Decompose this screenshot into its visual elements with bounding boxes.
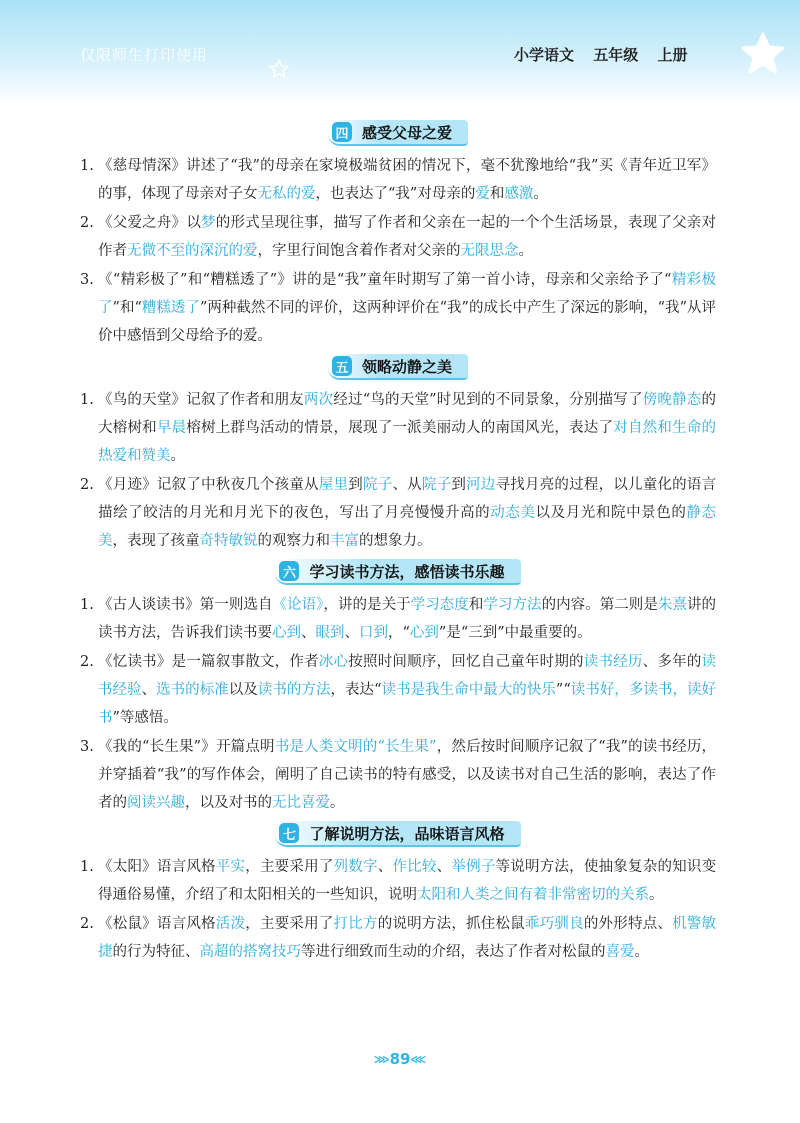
section-title: 学习读书方法，感悟读书乐趣 xyxy=(309,562,505,581)
page-number-value: 89 xyxy=(389,1050,411,1068)
text-run: 寻找月亮的过程，以儿童化的语言描绘了皎洁的月光和月光下的夜色，写出了月亮慢慢升高的 xyxy=(98,477,717,521)
text-run: 。 xyxy=(634,944,649,960)
answer-highlight: 书是人类文明的“长生果” xyxy=(274,739,437,755)
item-text xyxy=(98,910,716,966)
text-run: 的外形特点、 xyxy=(583,916,673,932)
text-run: ”“ xyxy=(555,682,571,698)
text-run: 和 xyxy=(489,186,505,202)
section-heading xyxy=(80,821,716,847)
answer-highlight: 太阳和人类之间有着非常密切的关系 xyxy=(417,887,649,903)
answer-highlight: 心到 xyxy=(272,625,301,641)
text-run: 的想象力。 xyxy=(359,533,432,549)
star-decoration-icon xyxy=(738,30,788,80)
item-index: 1. xyxy=(80,859,94,875)
answer-highlight: 院子 xyxy=(362,477,393,493)
text-run: 到 xyxy=(348,477,363,493)
watermark: 仅限师生打印使用 xyxy=(80,46,209,64)
text-run: 、从 xyxy=(392,477,422,493)
text-run: 《“精彩极了”和“糟糕透了”》讲的是“我”童年时期写了第一首小诗，母亲和父亲给予了“ xyxy=(98,272,672,288)
text-run: ，也表达了“我”对母亲的 xyxy=(315,186,476,202)
list-item xyxy=(80,591,716,647)
section-title-pill xyxy=(328,120,468,146)
section xyxy=(80,354,716,555)
item-index: 2. xyxy=(80,916,94,932)
subject-label: 小学语文 xyxy=(514,46,575,64)
answer-highlight: 读书经验 xyxy=(98,654,717,698)
text-run: 《忆读书》是一篇叙事散文，作者 xyxy=(98,654,319,670)
answer-highlight: 《论语》 xyxy=(272,597,324,613)
page-number-right-deco: ⋘ xyxy=(410,1053,427,1066)
answer-highlight: 平实 xyxy=(215,859,246,875)
text-run: 的内容。第二则是 xyxy=(541,597,658,613)
text-run: 、 xyxy=(141,682,157,698)
list-item xyxy=(80,209,716,265)
list-item xyxy=(80,152,716,208)
section-title-pill xyxy=(275,821,520,847)
text-run: ，主要采用了 xyxy=(245,916,334,932)
answer-highlight: 丰富 xyxy=(330,533,359,549)
answer-highlight: 活泼 xyxy=(215,916,246,932)
item-text xyxy=(98,591,716,647)
text-run: 的观察力和 xyxy=(257,533,330,549)
text-run: 讲的读书方法，告诉我们读书要 xyxy=(98,597,717,641)
list-item xyxy=(80,386,716,470)
list-item xyxy=(80,471,716,555)
text-run: ，然后按时间顺序记叙了“我”的读书经历，并穿插着“我”的写作体会，阐明了自己读书的特有感受，以及读书对自己生活的影响，表达了作者的 xyxy=(98,739,717,811)
answer-highlight: 无限思念 xyxy=(460,243,519,259)
text-run: 、 xyxy=(436,859,452,875)
answer-highlight: 学习方法 xyxy=(483,597,542,613)
text-run: ，表现了孩童 xyxy=(112,533,200,549)
answer-highlight: 早晨 xyxy=(156,420,187,436)
answer-highlight: 爱 xyxy=(475,186,490,202)
page-content xyxy=(80,120,716,970)
section-title: 了解说明方法，品味语言风格 xyxy=(309,824,505,843)
text-run: 和 xyxy=(468,597,484,613)
text-run: ”等感悟。 xyxy=(112,710,178,726)
volume-label: 上册 xyxy=(657,46,688,64)
section-title-pill xyxy=(275,559,520,585)
answer-highlight: 阅读兴趣 xyxy=(127,795,185,811)
answer-highlight: 糟糕透了 xyxy=(141,300,200,316)
answer-highlight: 眼到 xyxy=(315,625,345,641)
answer-highlight: 高超的搭窝技巧 xyxy=(199,944,301,960)
list-item xyxy=(80,733,716,817)
answer-highlight: 喜爱 xyxy=(605,944,635,960)
text-run: 《古人谈读书》第一则选自 xyxy=(98,597,273,613)
text-run: 、 xyxy=(301,625,316,641)
answer-highlight: 朱熹 xyxy=(657,597,687,613)
answer-highlight: 无私的爱 xyxy=(257,186,316,202)
section xyxy=(80,559,716,817)
answer-highlight: 屋里 xyxy=(318,477,349,493)
item-text xyxy=(98,648,716,732)
text-run: 。 xyxy=(330,795,345,811)
section xyxy=(80,120,716,350)
item-index: 2. xyxy=(80,477,94,493)
answer-highlight: 河边 xyxy=(466,477,496,493)
item-text xyxy=(98,209,716,265)
section-number-badge: 六 xyxy=(279,561,299,581)
answer-highlight: 感激 xyxy=(504,186,534,202)
answer-highlight: 列数字 xyxy=(333,859,378,875)
answer-highlight: 读书好，多读书，读好书 xyxy=(98,682,717,726)
answer-highlight: 无比喜爱 xyxy=(272,795,330,811)
answer-highlight: 打比方 xyxy=(333,916,378,932)
text-run: 到 xyxy=(451,477,467,493)
text-run: 以及月光和院中景色的 xyxy=(535,505,687,521)
section-number-badge: 四 xyxy=(332,122,352,142)
text-run: 、多年的 xyxy=(642,654,702,670)
answer-highlight: 乖巧驯良 xyxy=(524,916,584,932)
section-title: 感受父母之爱 xyxy=(361,123,452,142)
text-run: 按照时间顺序，回忆自己童年时期的 xyxy=(348,654,584,670)
header-info xyxy=(514,44,702,65)
section-heading xyxy=(80,559,716,585)
answer-highlight: 冰心 xyxy=(318,654,349,670)
answer-highlight: 选书的标准 xyxy=(156,682,229,698)
item-text xyxy=(98,471,716,555)
answer-highlight: 口到 xyxy=(359,625,388,641)
answer-highlight: 院子 xyxy=(421,477,452,493)
item-index: 2. xyxy=(80,215,94,231)
text-run: 《松鼠》语言风格 xyxy=(98,916,216,932)
grade-label: 五年级 xyxy=(593,46,639,64)
item-index: 3. xyxy=(80,739,94,755)
text-run: 。 xyxy=(649,887,664,903)
item-text xyxy=(98,152,716,208)
item-text xyxy=(98,266,716,350)
answer-highlight: 读书经历 xyxy=(583,654,643,670)
text-run: ”是“三到”中最重要的。 xyxy=(438,625,592,641)
answer-highlight: 读书的方法 xyxy=(257,682,331,698)
text-run: 的行为特征、 xyxy=(112,944,200,960)
text-run: ”两种截然不同的评价，这两种评价在“我”的成长中产生了深远的影响，“我”从评价中感悟到父母给予的爱。 xyxy=(98,300,717,344)
answer-highlight: 精彩极了 xyxy=(98,272,716,316)
page-number-left-deco: ⋙ xyxy=(373,1053,390,1066)
text-run: 经过“鸟的天堂”时见到的不同景象，分别描写了 xyxy=(333,392,643,408)
section-number-badge: 五 xyxy=(332,356,352,376)
text-run: ，“ xyxy=(388,625,410,641)
list-item xyxy=(80,853,716,909)
answer-highlight: 傍晚静态 xyxy=(642,392,702,408)
item-index: 1. xyxy=(80,597,94,613)
answer-highlight: 读书是我生命中最大的快乐 xyxy=(381,682,556,698)
text-run: 。 xyxy=(170,448,185,464)
text-run: 、 xyxy=(344,625,359,641)
text-run: ，讲的是关于 xyxy=(323,597,411,613)
text-run: 等进行细致而生动的介绍，表达了作者对松鼠的 xyxy=(301,944,606,960)
text-run: 的说明方法，抓住松鼠 xyxy=(377,916,525,932)
item-index: 1. xyxy=(80,392,94,408)
text-run: 《鸟的天堂》记叙了作者和朋友 xyxy=(98,392,304,408)
text-run: ，字里行间饱含着作者对父亲的 xyxy=(257,243,461,259)
page-number xyxy=(0,1050,800,1068)
text-run: 《慈母情深》讲述了“我”的母亲在家境极端贫困的情况下，毫不犹豫地给“我”买《青年近卫军》的事，体现了母亲对子女 xyxy=(98,158,716,202)
text-run: ”和“ xyxy=(112,300,142,316)
text-run: 《月迹》记叙了中秋夜几个孩童从 xyxy=(98,477,319,493)
text-run: 《父爱之舟》以 xyxy=(98,215,202,231)
answer-highlight: 举例子 xyxy=(451,859,496,875)
answer-highlight: 静态美 xyxy=(98,505,717,549)
text-run: 、 xyxy=(377,859,393,875)
item-index: 3. xyxy=(80,272,94,288)
answer-highlight: 对自然和生命的热爱和赞美 xyxy=(98,420,717,464)
answer-highlight: 奇特敏锐 xyxy=(199,533,258,549)
answer-highlight: 动态美 xyxy=(490,505,536,521)
text-run: 《太阳》语言风格 xyxy=(98,859,216,875)
text-run: 的大榕树和 xyxy=(98,392,717,436)
section-heading xyxy=(80,120,716,146)
text-run: 榕树上群鸟活动的情景，展现了一派美丽动人的南国风光，表达了 xyxy=(186,420,614,436)
list-item xyxy=(80,910,716,966)
text-run: ，以及对书的 xyxy=(185,795,272,811)
text-run: ，主要采用了 xyxy=(245,859,334,875)
item-text xyxy=(98,853,716,909)
section-heading xyxy=(80,354,716,380)
section xyxy=(80,821,716,966)
answer-highlight: 作比较 xyxy=(392,859,437,875)
item-text xyxy=(98,733,716,817)
item-text xyxy=(98,386,716,470)
section-number-badge: 七 xyxy=(279,823,299,843)
section-title-pill xyxy=(328,354,468,380)
answer-highlight: 无微不至的深沉的爱 xyxy=(127,243,258,259)
text-run: ，表达“ xyxy=(330,682,382,698)
text-run: 等说明方法，使抽象复杂的知识变得通俗易懂，介绍了和太阳相关的一些知识，说明 xyxy=(98,859,717,903)
section-title: 领略动静之美 xyxy=(361,357,452,376)
item-index: 2. xyxy=(80,654,94,670)
text-run: 。 xyxy=(518,243,533,259)
text-run: 。 xyxy=(533,186,548,202)
list-item xyxy=(80,648,716,732)
answer-highlight: 梦 xyxy=(201,215,216,231)
text-run: 的形式呈现往事，描写了作者和父亲在一起的一个个生活场景，表现了父亲对作者 xyxy=(98,215,717,259)
answer-highlight: 心到 xyxy=(409,625,439,641)
answer-highlight: 学习态度 xyxy=(410,597,469,613)
text-run: 《我的“长生果”》开篇点明 xyxy=(98,739,275,755)
answer-highlight: 两次 xyxy=(303,392,334,408)
list-item xyxy=(80,266,716,350)
item-index: 1. xyxy=(80,158,94,174)
text-run: 以及 xyxy=(228,682,258,698)
star-small-icon xyxy=(268,58,290,80)
answer-highlight: 机警敏捷 xyxy=(98,916,717,960)
